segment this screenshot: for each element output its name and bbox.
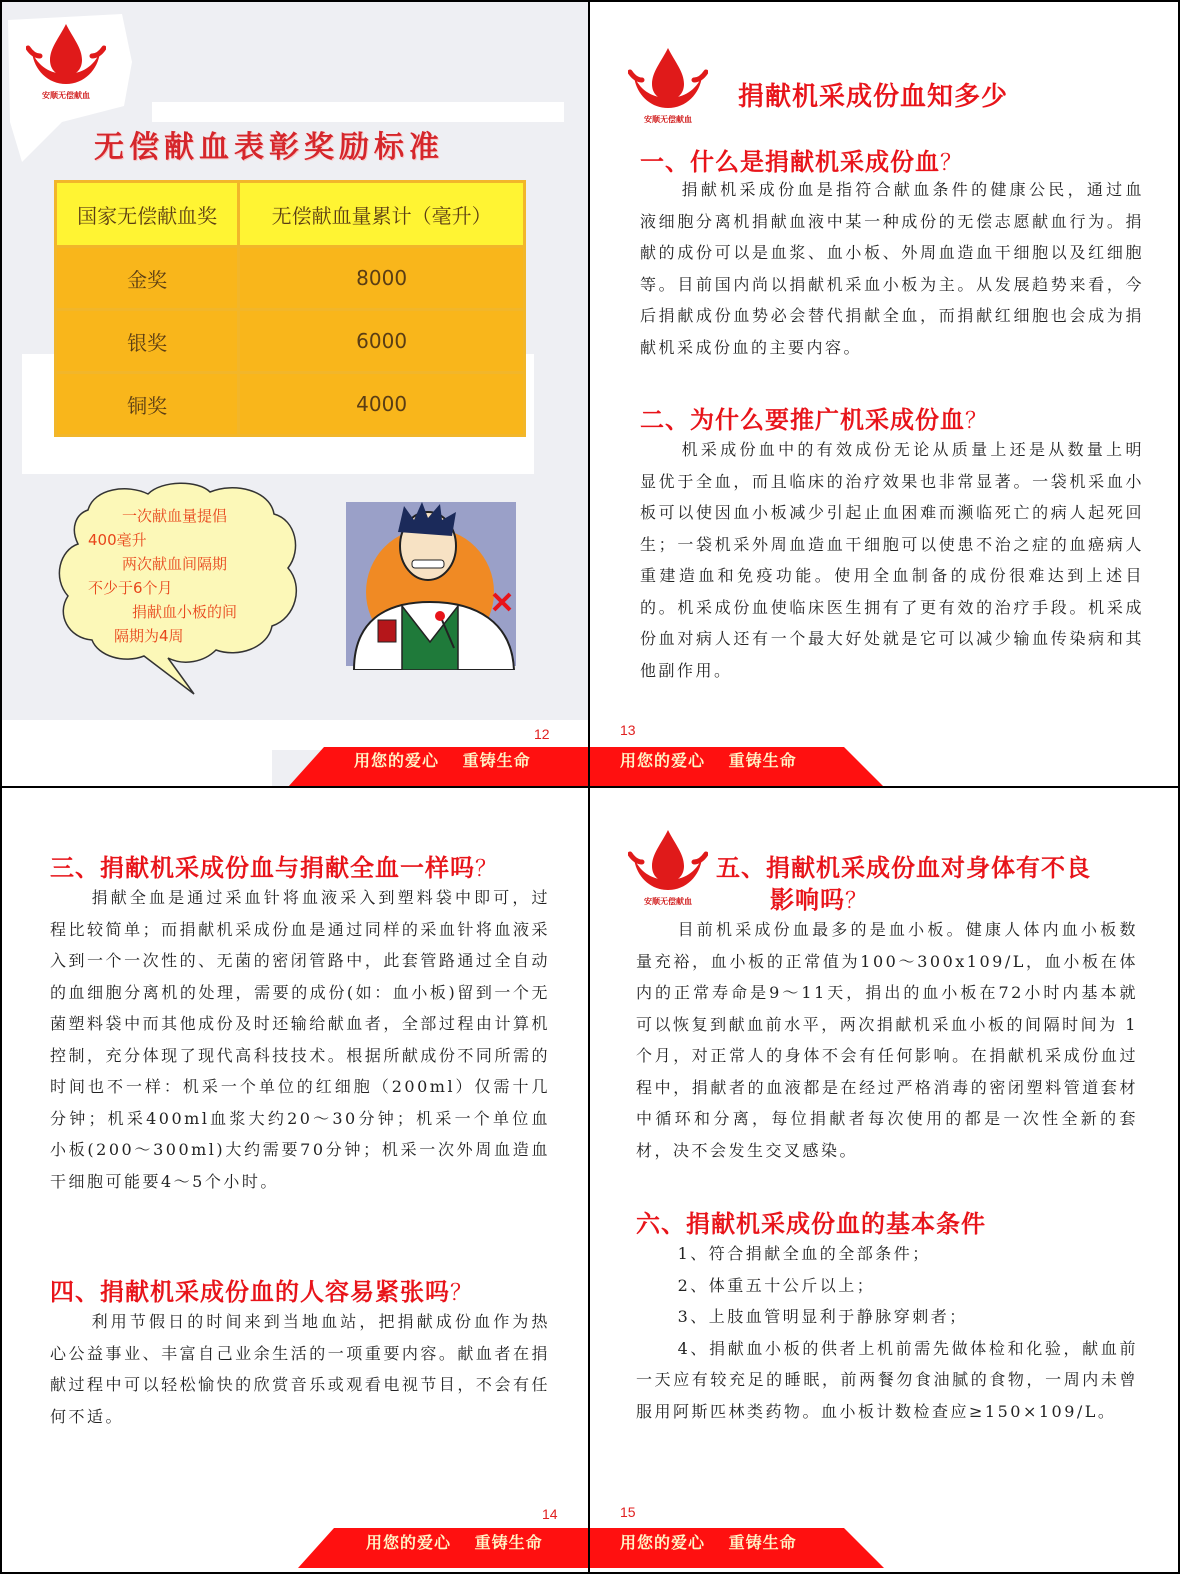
section-heading [50, 848, 498, 883]
section-heading [716, 848, 1091, 883]
page-12 [0, 0, 590, 788]
bubble-line: 捐献血小板的间 [132, 603, 238, 621]
page-number: 15 [620, 1504, 636, 1520]
section-body [640, 434, 1144, 686]
section-heading [640, 400, 988, 435]
doctor-illustration [324, 502, 534, 670]
footer-slogan: 用您的爱心 重铸生命 [620, 751, 797, 770]
blood-drop-hands-icon [628, 828, 708, 898]
section-body [640, 174, 1144, 363]
heading-text: 一、什么是捐献机采成份血 [640, 148, 940, 176]
page-header-title: 捐献机采成份血知多少 [738, 82, 1009, 112]
question-mark: ？ [965, 409, 989, 434]
list-item: 3、上肢血管明显利于静脉穿刺者； [677, 1307, 968, 1326]
list-item: 1、符合捐献全血的全部条件； [677, 1244, 931, 1263]
award-name: 银奖 [56, 310, 239, 373]
bubble-line: 不少于6个月 [88, 579, 173, 597]
question-mark: ？ [940, 151, 964, 176]
heading-text: 五、捐献机采成份血对身体有不良 [716, 854, 1091, 882]
section-heading [640, 142, 963, 177]
page-14 [0, 786, 590, 1574]
section-body [50, 882, 550, 1197]
question-mark: ？ [475, 857, 499, 882]
heading-text: 四、捐献机采成份血的人容易紧张吗 [50, 1278, 450, 1306]
section-heading [50, 1272, 473, 1307]
table-row [56, 247, 525, 310]
paper-band [152, 102, 564, 122]
award-name: 铜奖 [56, 373, 239, 436]
award-name: 金奖 [56, 247, 239, 310]
bubble-line: 一次献血量提倡 [122, 507, 228, 525]
blood-drop-logo [26, 22, 106, 102]
paragraph: 捐献全血是通过采血针将血液采入到塑料袋中即可，过程比较简单；而捐献机采成份血是通过同样的采血针将血液采入到一个一次性的、无菌的密闭管路中，此套管路通过全自动的血细胞分离机的处理，需要的成份(如：血小板)留到一个无菌塑料袋中而其他成份及时还输给献血者，全部过程由计算机控制，充分体现了现代高科技技术。根据所献成份不同所需的时间也不一样：机采一个单位的红细胞（200ml）仅需十几分钟；机采400ml血浆大约20～30分钟；机采一个单位血小板(200～300ml)大约需要70分钟；机采一次外周血造血干细胞可能要4～5个小时。 [50, 888, 550, 1191]
table-header-cell: 无偿献血量累计（毫升） [239, 182, 525, 247]
award-volume: 6000 [239, 310, 525, 373]
logo-caption: 安顺无偿献血 [644, 115, 692, 124]
heading-text: 六、捐献机采成份血的基本条件 [636, 1210, 986, 1238]
bubble-line: 两次献血间隔期 [122, 555, 228, 573]
page-15 [588, 786, 1180, 1574]
award-table-header [56, 182, 525, 247]
question-mark: ？ [845, 889, 869, 914]
paragraph: 目前机采成份血最多的是血小板。健康人体内血小板数量充裕，血小板的正常值为100～300x109/L，血小板在体内的正常寿命是9～11天，捐出的血小板在72小时内基本就可以恢复到献血前水平，两次捐献机采血小板的间隔时间为 1 个月，对正常人的身体不会有任何影响。在捐献机采成份血过程中，捐献者的血液都是在经过严格消毒的密闭塑料管道套材中循环和分离，每位捐献者每次使用的都是一次性全新的套材，决不会发生交叉感染。 [636, 920, 1138, 1160]
award-volume: 8000 [239, 247, 525, 310]
blood-drop-logo [628, 828, 708, 908]
page-number: 12 [534, 726, 550, 742]
award-table [54, 180, 526, 437]
section-body [636, 914, 1138, 1166]
page-number: 14 [542, 1506, 558, 1522]
list-item: 2、体重五十公斤以上； [677, 1275, 876, 1295]
table-header-cell: 国家无偿献血奖 [56, 182, 239, 247]
section-body [50, 1306, 550, 1432]
bubble-line: 400毫升 [88, 531, 147, 549]
awards-title: 无偿献血表彰奖励标准 [94, 130, 444, 165]
logo-caption: 安顺无偿献血 [42, 91, 90, 100]
bubble-text [88, 504, 288, 648]
page-13 [588, 0, 1180, 788]
list-item: 4、捐献血小板的供者上机前需先做体检和化验，献血前一天应有较充足的睡眠，前两餐勿食油腻的食物，一周内未曾服用阿斯匹林类药物。血小板计数检查应≥150×109/L。 [636, 1338, 1138, 1421]
page-number: 13 [620, 722, 636, 738]
paragraph: 捐献机采成份血是指符合献血条件的健康公民，通过血液细胞分离机捐献血液中某一种成份的无偿志愿献血行为。捐献的成份可以是血浆、血小板、外周血造血干细胞以及红细胞等。目前国内尚以捐献机采血小板为主。从发展趋势来看，今后捐献成份血势必会替代捐献全血，而捐献红细胞也会成为捐献机采成份血的主要内容。 [640, 180, 1144, 357]
section-heading [636, 1204, 986, 1239]
award-volume: 4000 [239, 373, 525, 436]
footer-slogan: 用您的爱心 重铸生命 [620, 1533, 797, 1552]
blood-drop-hands-icon [26, 22, 106, 92]
heading-text: 影响吗 [770, 886, 845, 914]
logo-caption: 安顺无偿献血 [644, 897, 692, 906]
table-row [56, 310, 525, 373]
heading-text: 二、为什么要推广机采成份血 [640, 406, 965, 434]
paper-bottom [2, 720, 272, 788]
blood-drop-hands-icon [628, 46, 708, 116]
table-row [56, 373, 525, 436]
heading-text: 三、捐献机采成份血与捐献全血一样吗 [50, 854, 475, 882]
bubble-line: 隔期为4周 [114, 627, 184, 645]
blood-drop-logo [628, 46, 708, 126]
section-heading-line2 [770, 880, 868, 915]
conditions-list [636, 1238, 1138, 1427]
footer-slogan: 用您的爱心 重铸生命 [366, 1533, 543, 1552]
footer-slogan: 用您的爱心 重铸生命 [354, 751, 531, 770]
paragraph: 机采成份血中的有效成份无论从质量上还是从数量上明显优于全血，而且临床的治疗效果也非常显著。一袋机采血小板可以使因血小板减少引起止血困难而濒临死亡的病人起死回生；一袋机采外周血造血干细胞可以使患不治之症的血癌病人重建造血和免疫功能。使用全血制备的成份很难达到上述目的。机采成份血使临床医生拥有了更有效的治疗手段。机采成份血对病人还有一个最大好处就是它可以减少输血传染病和其他副作用。 [640, 440, 1144, 680]
paragraph: 利用节假日的时间来到当地血站，把捐献成份血作为热心公益事业、丰富自己业余生活的一项重要内容。献血者在捐献过程中可以轻松愉快的欣赏音乐或观看电视节目，不会有任何不适。 [50, 1312, 550, 1426]
question-mark: ？ [450, 1281, 474, 1306]
